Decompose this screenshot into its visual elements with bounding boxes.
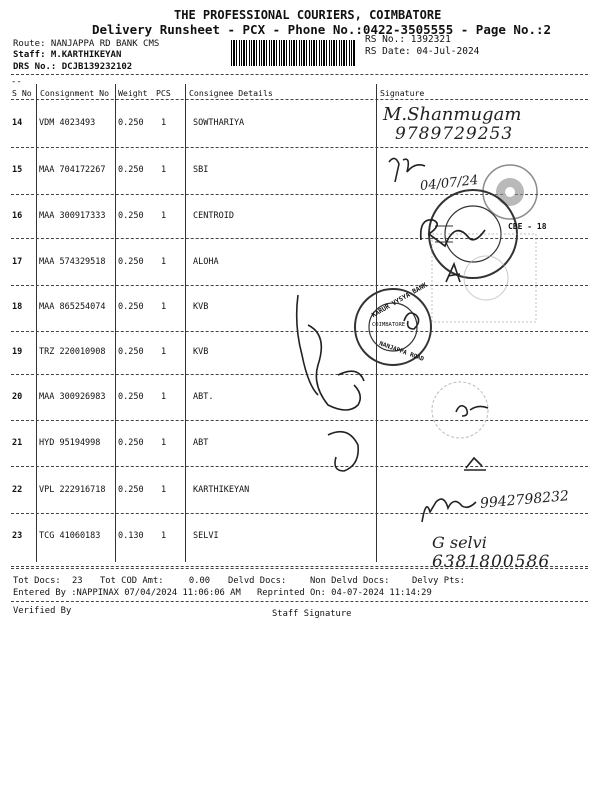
signature-row18 [398, 305, 428, 335]
staff: Staff: M.KARTHIKEYAN [13, 50, 122, 60]
row-divider [11, 513, 588, 514]
row-divider [11, 147, 588, 148]
row-pcs: 1 [161, 347, 167, 357]
row-sno: 22 [12, 485, 23, 495]
tot-docs-value: 23 [71, 576, 83, 586]
divider [11, 74, 588, 75]
col-header-pcs: PCS [156, 88, 171, 98]
row-consignee: KARTHIKEYAN [193, 485, 250, 495]
row-consignment: MAA 704172267 [39, 165, 106, 175]
row-consignee: SBI [193, 165, 209, 175]
row-consignee: ABT [193, 438, 209, 448]
row-pcs: 1 [161, 257, 167, 267]
row-pcs: 1 [161, 531, 167, 541]
handwritten-name-row23: G selvi [432, 533, 487, 552]
row-consignment: VDM 4023493 [39, 118, 96, 128]
tot-docs [13, 576, 83, 586]
column-rule [115, 84, 116, 562]
signature-row17 [440, 258, 470, 288]
row-weight: 0.250 [118, 438, 144, 448]
row-consignment: TRZ 220010908 [39, 347, 106, 357]
row-consignee: SOWTHARIYA [193, 118, 245, 128]
row-sno: 16 [12, 211, 23, 221]
row-consignment: MAA 300917333 [39, 211, 106, 221]
row-weight: 0.250 [118, 485, 144, 495]
staff-signature: Staff Signature [272, 609, 352, 619]
non-delvd-docs: Non Delvd Docs: [310, 576, 390, 586]
handwritten-phone-row22: 9942798232 [479, 488, 570, 512]
row-consignee: ABT. [193, 392, 214, 402]
row-weight: 0.130 [118, 531, 144, 541]
row-sno: 20 [12, 392, 23, 402]
entered-by: Entered By :NAPPINAX 07/04/2024 11:06:06 AM [13, 588, 241, 598]
col-header-sno: S No [12, 88, 32, 98]
delvy-pts: Delvy Pts: [412, 576, 465, 586]
row-sno: 19 [12, 347, 23, 357]
row-weight: 0.250 [118, 302, 144, 312]
tot-cod-value: 0.00 [188, 576, 211, 586]
company-name: THE PROFESSIONAL COURIERS, COIMBATORE [174, 8, 442, 22]
row-pcs: 1 [161, 302, 167, 312]
signature-row20 [452, 398, 492, 420]
tot-cod [100, 576, 210, 586]
row-consignee: CENTROID [193, 211, 234, 221]
row-pcs: 1 [161, 438, 167, 448]
row-consignee: KVB [193, 302, 209, 312]
delvd-docs: Delvd Docs: [228, 576, 287, 586]
divider [11, 601, 588, 602]
handwritten-phone-row23: 6381800586 [432, 552, 551, 572]
barcode [231, 40, 355, 66]
row-weight: 0.250 [118, 118, 144, 128]
col-header-consignee: Consignee Details [189, 88, 273, 98]
kvb-stamp-text: KARUR VYSYA BANK [370, 280, 429, 320]
col-header-weight: Weight [118, 88, 148, 98]
signature-row21 [460, 452, 490, 474]
row-pcs: 1 [161, 165, 167, 175]
row-consignee: KVB [193, 347, 209, 357]
row-weight: 0.250 [118, 257, 144, 267]
divider-mark: -- [11, 77, 22, 87]
handwritten-date-row15: 04/07/24 [419, 172, 480, 195]
runsheet-title: Delivery Runsheet - PCX - Phone No.:0422-3505555 - Page No.:2 [92, 22, 552, 37]
row-sno: 15 [12, 165, 23, 175]
row-pcs: 1 [161, 211, 167, 221]
row-consignment: VPL 222916718 [39, 485, 106, 495]
row-pcs: 1 [161, 485, 167, 495]
row-sno: 21 [12, 438, 23, 448]
row-weight: 0.250 [118, 392, 144, 402]
row-sno: 18 [12, 302, 23, 312]
row-weight: 0.250 [118, 165, 144, 175]
row-consignment: MAA 574329518 [39, 257, 106, 267]
col-header-consignment: Consignment No [40, 88, 110, 98]
kvb-stamp-city: COIMBATORE [372, 322, 406, 328]
row-consignment: MAA 300926983 [39, 392, 106, 402]
handwritten-phone-row14: 9789729253 [395, 124, 514, 144]
kvb-stamp-branch: NANJAPPA ROAD [378, 340, 425, 363]
rs-number: RS No.: 1392321 [365, 34, 451, 45]
cbe-stamp-text: CBE - 18 [508, 222, 547, 231]
col-header-signature: Signature [380, 88, 425, 98]
verified-by: Verified By [13, 606, 72, 616]
row-sno: 14 [12, 118, 23, 128]
row-weight: 0.250 [118, 347, 144, 357]
row-weight: 0.250 [118, 211, 144, 221]
handwritten-name-row14: M.Shanmugam [383, 104, 522, 125]
column-rule [36, 84, 37, 562]
row-consignee: SELVI [193, 531, 219, 541]
row-consignee: ALOHA [193, 257, 219, 267]
drs-number: DRS No.: DCJB139232102 [13, 62, 133, 72]
row-consignment: MAA 865254074 [39, 302, 106, 312]
tot-cod-label: Tot COD Amt: [100, 576, 164, 586]
row-pcs: 1 [161, 118, 167, 128]
row-pcs: 1 [161, 392, 167, 402]
signature-rows18-21 [288, 285, 378, 485]
signature-row16 [415, 210, 495, 255]
tot-docs-label: Tot Docs: [13, 576, 61, 586]
route: Route: NANJAPPA RD BANK CMS [13, 39, 160, 49]
rs-date: RS Date: 04-Jul-2024 [365, 46, 480, 57]
column-rule [185, 84, 186, 562]
row-consignment: HYD 95194998 [39, 438, 101, 448]
row-sno: 23 [12, 531, 23, 541]
reprinted-on: Reprinted On: 04-07-2024 11:14:29 [257, 588, 432, 598]
row-consignment: TCG 41060183 [39, 531, 101, 541]
row-sno: 17 [12, 257, 23, 267]
divider [11, 99, 588, 100]
